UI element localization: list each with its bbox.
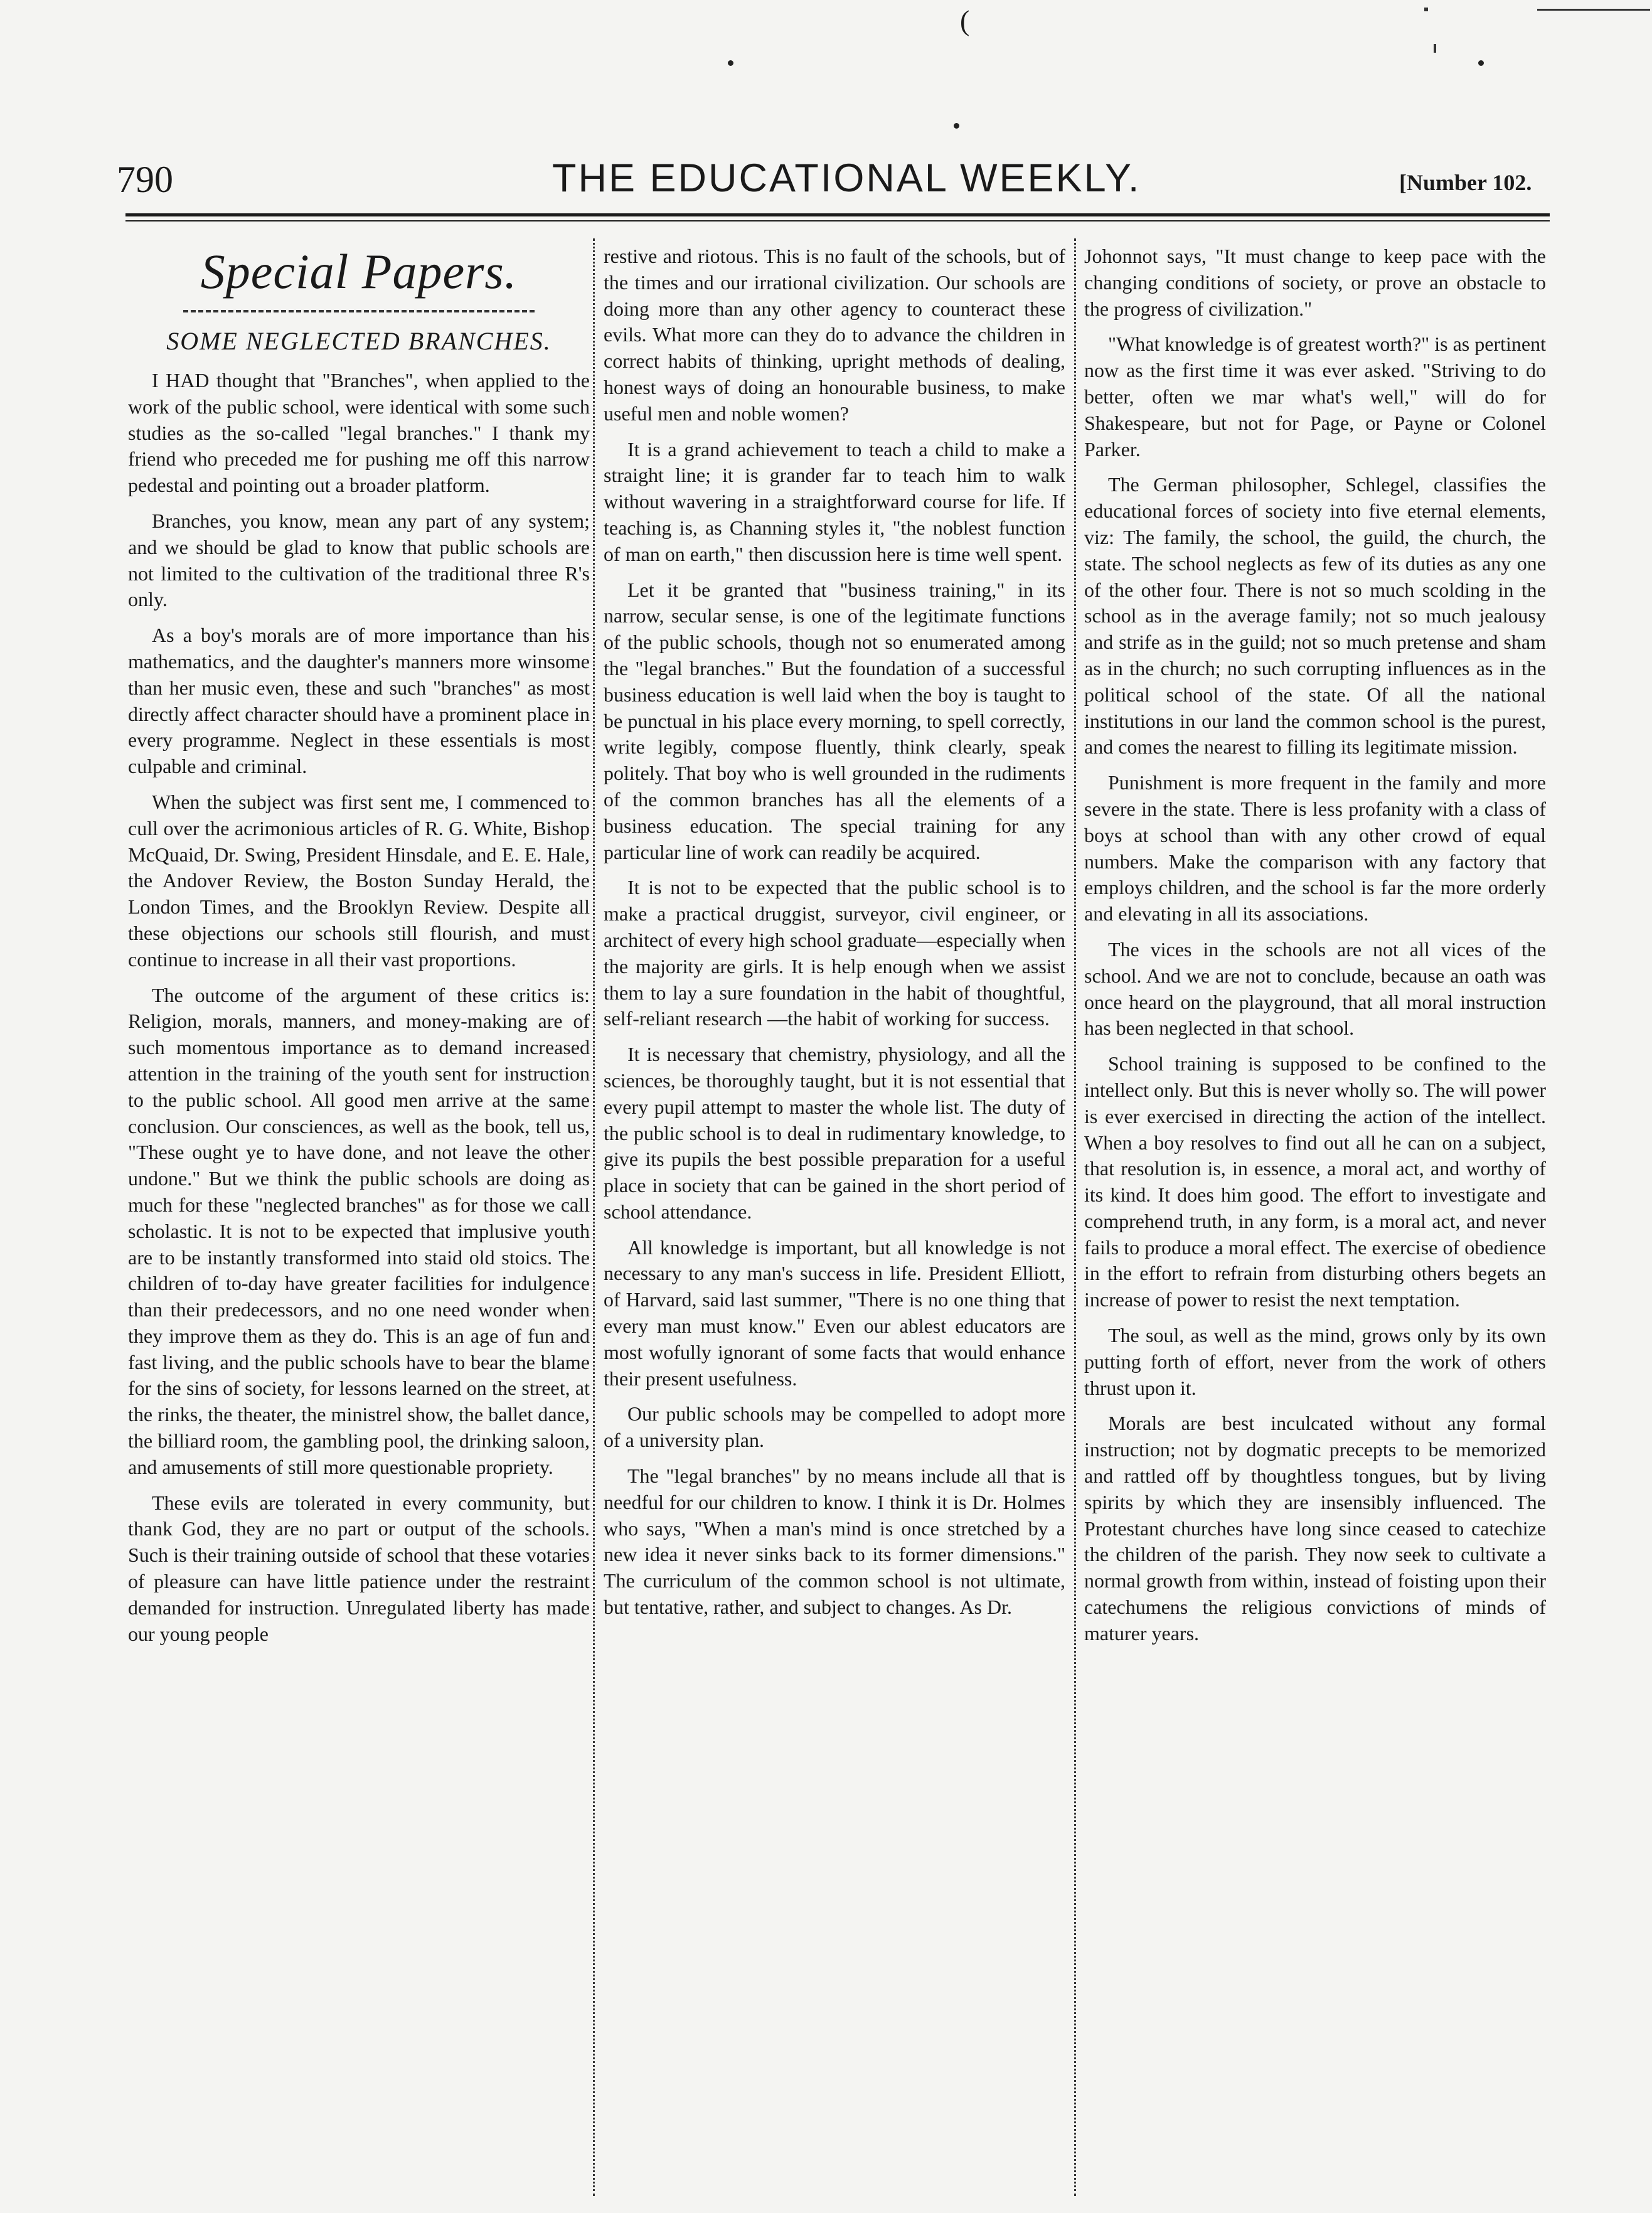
paragraph: All knowledge is important, but all knowledge is not necessary to any man's success in life. President Elliott, of Harvard, said last summer, "There is no one thing that every man must know." Even our ablest educators are most wofully ignorant of some facts that would enhance their present usefulness. bbox=[604, 1235, 1065, 1390]
paragraph: I HAD thought that "Branches", when applied to the work of the public school, were identical with some such studies as the so-called "legal branches." I thank my friend who preceded me for pushing me off this narrow pedestal and pointing out a broader platform. bbox=[128, 369, 590, 497]
paragraph: restive and riotous. This is no fault of the schools, but of the times and our irrational civilization. Our schools are doing more than any other agency to counteract these evils. What more can they do to advance the children in correct habits of thinking, upright methods of dealing, honest ways of doing an honourable business, to make useful men and noble women? bbox=[604, 245, 1065, 425]
paragraph: The soul, as well as the mind, grows only by its own putting forth of effort, never from the work of others thrust upon it. bbox=[1084, 1324, 1546, 1399]
paragraph: Punishment is more frequent in the family and more severe in the state. There is less profanity with a class of boys at school than with any other crowd of equal numbers. Make the comparison with any factory that employs children, and the school is far the more orderly and elevating in all its associations. bbox=[1084, 771, 1546, 925]
scan-mark: ( bbox=[960, 4, 970, 36]
paragraph: School training is supposed to be confined to the intellect only. But this is never wholly so. The will power is ever exercised in directing the action of the intellect. When a boy resolves to find out all he can on a subject, that resolution is, in essence, a moral act, and worthy of its kind. It does him good. The effort to investigate and comprehend truth, in any form, is a moral act, and never fails to produce a moral effect. The exercise of obedience in the effort to refrain from disturbing others begets an increase of power to resist the next temptation. bbox=[1084, 1052, 1546, 1311]
column-2 bbox=[604, 243, 1065, 1630]
paragraph: The outcome of the argument of these critics is: Religion, morals, manners, and money-making are of such momentous importance as to demand increased attention in the training of the youth sent for instruction to the public school. All good men arrive at the same conclusion. Our consciences, as well as the book, tell us, "These ought ye to have done, and not leave the other undone." But we think the public schools are doing as much for these "neglected branches" as for those we call scholastic. It is not to be expected that implusive youth are to be instantly transformed into staid old stoics. The children of to-day have greater facilities for indulgence than their predecessors, and no one need wonder when they improve them as they do. This is an age of fun and fast living, and the public schools have to bear the blame for the sins of society, for lessons learned on the street, at the rinks, the theater, the ministrel show, the ballet dance, the billiard room, the gambling pool, the drinking saloon, and amusements of still more questionable propriety. bbox=[128, 983, 590, 1478]
paragraph: Branches, you know, mean any part of any system; and we should be glad to know that public schools are not limited to the cultivation of the traditional three R's only. bbox=[128, 509, 590, 611]
paragraph: Let it be granted that "business training," in its narrow, secular sense, is one of the legitimate functions of the public schools, though not so enumerated among the "legal branches." But the foundation of a successful business education is well laid when the boy is taught to be punctual in his place every morning, to spell correctly, write legibly, compose fluently, think clearly, speak politely. That boy who is well grounded in the rudiments of the common branches has all the elements of a business education. The special training for any particular line of work can readily be acquired. bbox=[604, 578, 1065, 863]
column-separator bbox=[1074, 238, 1078, 2196]
paragraph: The "legal branches" by no means include all that is needful for our children to know. I think it is Dr. Holmes who says, "When a man's mind is once stretched by a new idea it never sinks back to its former dimensions." The curriculum of the common school is not ultimate, but tentative, rather, and subject to changes. As Dr. bbox=[604, 1464, 1065, 1619]
page-number: 790 bbox=[117, 159, 173, 200]
paragraph: These evils are tolerated in every community, but thank God, they are no part or output of the schools. Such is their training outside of school that these votaries of pleasure can have little patience under the restraint demanded for instruction. Unregulated liberty has made our young people bbox=[128, 1491, 590, 1645]
column-1 bbox=[128, 243, 590, 1656]
paragraph: The German philosopher, Schlegel, classifies the educational forces of society into five eternal elements, viz: The family, the school, the guild, the church, the state. The school neglects as few of its duties as any one of the other four. There is not so much scolding in the school as in the average family; not so much jealousy and strife as in the guild; not so much pretense and sham as in the church; no such corrupting influences as in the political school of the state. Of all the national institutions in our land the common school is the purest, and comes the nearest to filling its legitimate mission. bbox=[1084, 473, 1546, 759]
scan-speck bbox=[1478, 60, 1484, 66]
header-rule-thick bbox=[125, 213, 1550, 216]
publication-title: THE EDUCATIONAL WEEKLY. bbox=[552, 156, 1141, 200]
paragraph: It is necessary that chemistry, physiology, and all the sciences, be thoroughly taught, but it is not essential that every pupil attempt to master the whole list. The duty of the public school is to deal in rudimentary knowledge, to give its pupils the best possible preparation for a useful place in society that can be gained in the short period of school attendance. bbox=[604, 1043, 1065, 1223]
scan-speck bbox=[728, 60, 733, 66]
paragraph: It is not to be expected that the public school is to make a practical druggist, surveyor, civil engineer, or architect of every high school graduate—especially when the majority are girls. It is help enough when we assist them to lay a sure foundation in the habit of thoughtful, self-reliant research —the habit of working for success. bbox=[604, 876, 1065, 1030]
issue-number: [Number 102. bbox=[1399, 170, 1532, 195]
paragraph: Our public schools may be compelled to adopt more of a university plan. bbox=[604, 1402, 1065, 1452]
scan-speck bbox=[1537, 9, 1650, 11]
paragraph: Johonnot says, "It must change to keep pace with the changing conditions of society, or prove an obstacle to the progress of civilization." bbox=[1084, 245, 1546, 320]
paragraph: It is a grand achievement to teach a child to make a straight line; it is grander far to teach him to walk without wavering in a straightforward course for life. If teaching is, as Channing styles it, "the noblest function of man on earth," then discussion here is time well spent. bbox=[604, 437, 1065, 565]
header-rule-thin bbox=[125, 220, 1550, 221]
paragraph: When the subject was first sent me, I commenced to cull over the acrimonious articles of R. G. White, Bishop McQuaid, Dr. Swing, President Hinsdale, and E. E. Hale, the Andover Review, the Boston Sunday Herald, the London Times, and the Brooklyn Review. Despite all these objections our schools still flourish, and must continue to increase in all their vast proportions. bbox=[128, 790, 590, 971]
article-title: SOME NEGLECTED BRANCHES. bbox=[166, 327, 552, 355]
section-heading: Special Papers. bbox=[200, 244, 518, 299]
column-separator bbox=[593, 238, 597, 2196]
scan-speck bbox=[1434, 44, 1436, 53]
section-divider bbox=[183, 310, 535, 312]
scan-speck bbox=[1424, 8, 1428, 11]
column-3 bbox=[1084, 243, 1546, 1656]
paragraph: "What knowledge is of greatest worth?" is as pertinent now as the first time it was ever asked. "Striving to do better, often we mar what's well," will do for Shakespeare, but not for Page, or Payne or Colonel Parker. bbox=[1084, 333, 1546, 461]
paragraph: As a boy's morals are of more importance than his mathematics, and the daughter's manners more winsome than her music even, these and such "branches" as most directly affect character should have a prominent place in every programme. Neglect in these essentials is most culpable and criminal. bbox=[128, 624, 590, 778]
paragraph: The vices in the schools are not all vices of the school. And we are not to conclude, because an oath was once heard on the playground, that all moral instruction has been neglected in that school. bbox=[1084, 937, 1546, 1040]
scan-speck bbox=[954, 123, 959, 129]
paragraph: Morals are best inculcated without any formal instruction; not by dogmatic precepts to be memorized and rattled off by thoughtless tongues, but by living spirits by which they are insensibly influenced. The Protestant churches have long since ceased to catechize the children of the parish. They now seek to cultivate a normal growth from within, instead of foisting upon their catechumens the religious convictions of minds of maturer years. bbox=[1084, 1412, 1546, 1645]
